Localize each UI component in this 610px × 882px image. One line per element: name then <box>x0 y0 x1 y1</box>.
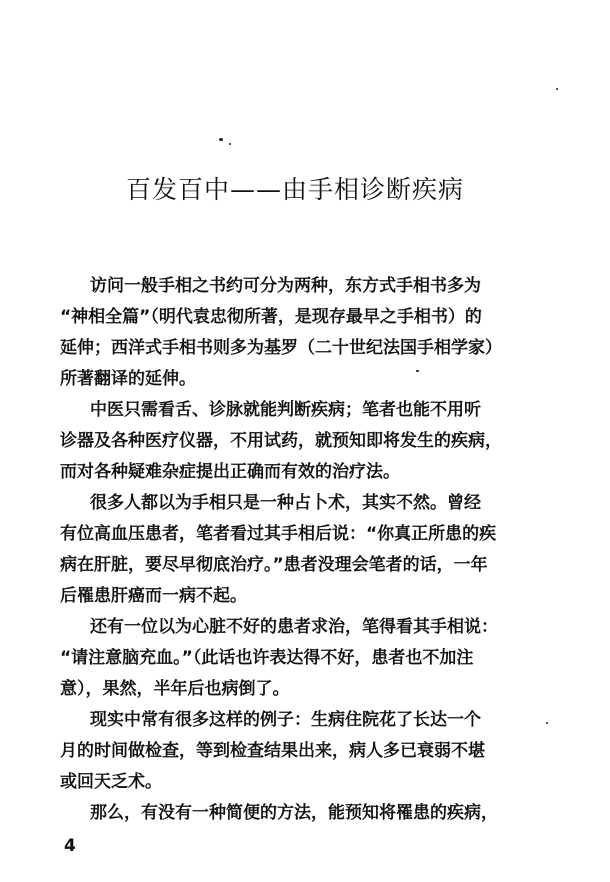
body-text-line: 中医只需看舌、诊脉就能判断疾病；笔者也能不用听 <box>90 400 481 420</box>
body-text-line: 访问一般手相之书约可分为两种，东方式手相书多为 <box>90 276 481 296</box>
body-text-line: “请注意脑充血。”（此话也许表达得不好，患者也不加注 <box>60 648 474 668</box>
body-text-line: 还有一位以为心脏不好的患者求治，笔得看其手相说： <box>90 617 498 637</box>
body-text-line: 很多人都以为手相只是一种占卜术，其实不然。曾经 <box>90 493 481 513</box>
body-text-line: 后罹患肝癌而一病不起。 <box>60 586 247 606</box>
body-text-line: 或回天乏术。 <box>60 772 162 792</box>
page-number: 4 <box>64 836 76 856</box>
body-text-line: 现实中常有很多这样的例子：生病住院花了长达一个 <box>90 710 481 730</box>
body-text-line: 那么，有没有一种简便的方法，能预知将罹患的疾病， <box>90 803 498 823</box>
body-text-line: 意），果然，半年后也病倒了。 <box>60 679 290 699</box>
body-text-line: 病在肝脏，要尽早彻底治疗。”患者没理会笔者的话，一年 <box>60 555 488 575</box>
chapter-title: 百发百中——由手相诊断疾病 <box>125 175 464 204</box>
print-speck <box>229 143 231 145</box>
body-text-line: 而对各种疑难杂症提出正确而有效的治疗法。 <box>60 462 400 482</box>
body-text-line: 诊器及各种医疗仪器，不用试药，就预知即将发生的疾病， <box>60 431 502 451</box>
body-text-line: 有位高血压患者，笔者看过其手相后说：“你真正所患的疾 <box>60 524 497 544</box>
body-text-line: 月的时间做检查，等到检查结果出来，病人多已衰弱不堪 <box>60 741 485 761</box>
body-text-line: 所著翻译的延伸。 <box>60 369 196 389</box>
print-speck <box>219 138 223 141</box>
print-speck <box>556 88 558 90</box>
body-text-line: “神相全篇”（明代袁忠彻所著，是现存最早之手相书）的 <box>60 307 482 327</box>
body-text-line: 延伸；西洋式手相书则多为基罗（二十世纪法国手相学家） <box>60 338 502 358</box>
